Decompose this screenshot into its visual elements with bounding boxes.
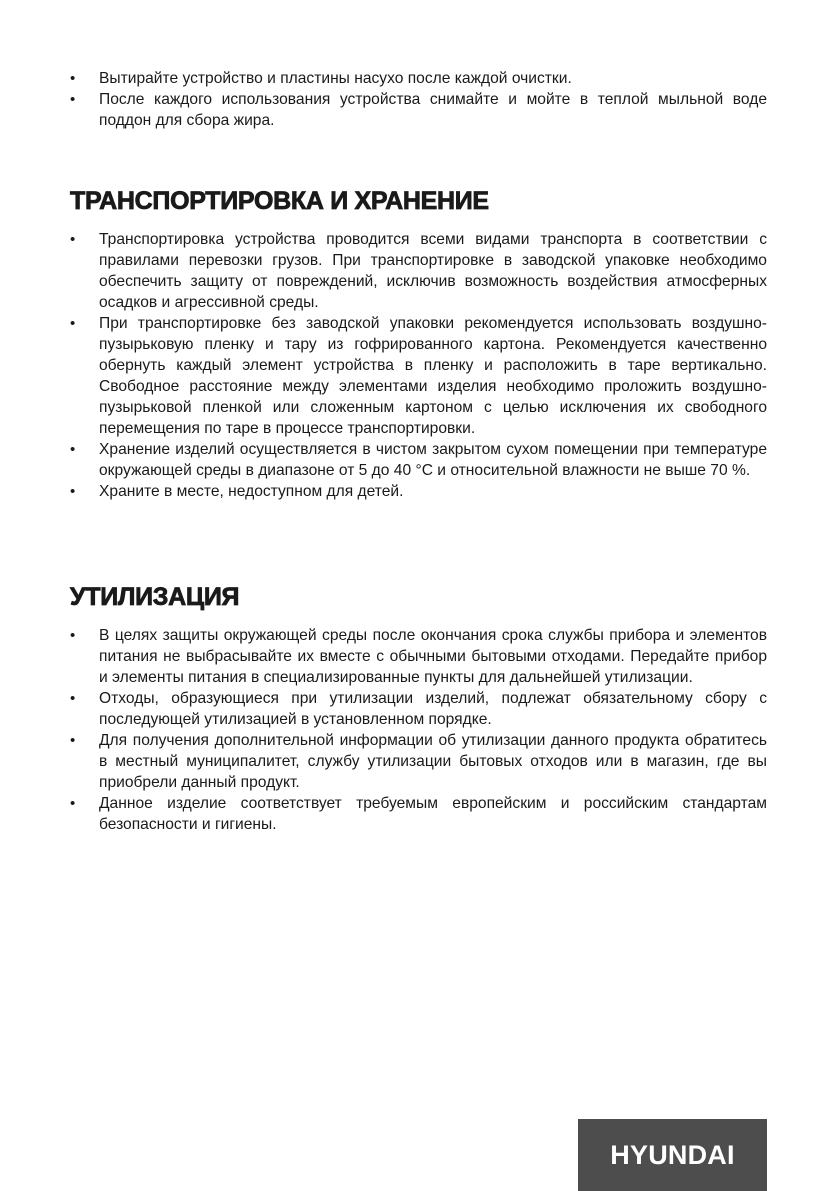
- list-item: • При транспортировке без заводской упаковки рекомендуется использовать воздушно-пузырьковую пленку и тару из гофрированного картона. Рекомендуется качественно обернуть каждый элемент устройства в пленку и расположить в таре вертикально. Свободное расстояние между элементами изделия необходимо проложить воздушно-пузырьковой пленкой или сложенным картоном с целью исключения их свободного перемещения по таре в процессе транспортировки.: [70, 313, 767, 439]
- list-item: • Вытирайте устройство и пластины насухо после каждой очистки.: [70, 68, 767, 89]
- utilization-list: [70, 625, 767, 835]
- list-item: • В целях защиты окружающей среды после окончания срока службы прибора и элементов питания не выбрасывайте их вместе с обычными бытовыми отходами. Передайте прибор и элементы питания в специализированные пункты для дальнейшей утилизации.: [70, 625, 767, 688]
- brand-logo-text: HYUNDAI: [610, 1139, 735, 1170]
- list-item: • Храните в месте, недоступном для детей.: [70, 481, 767, 502]
- list-item: • Для получения дополнительной информации об утилизации данного продукта обратитесь в местный муниципалитет, службу утилизации бытовых отходов или в магазин, где вы приобрели данный продукт.: [70, 730, 767, 793]
- list-item: • Отходы, образующиеся при утилизации изделий, подлежат обязательному сбору с последующей утилизацией в установленном порядке.: [70, 688, 767, 730]
- list-item: • После каждого использования устройства снимайте и мойте в теплой мыльной воде поддон для сбора жира.: [70, 89, 767, 131]
- section-title-transport: ТРАНСПОРТИРОВКА И ХРАНЕНИЕ: [70, 187, 489, 215]
- section-title-utilization: УТИЛИЗАЦИЯ: [70, 583, 240, 611]
- cleaning-list: [70, 68, 767, 131]
- list-item: • Данное изделие соответствует требуемым европейским и российским стандартам безопасности и гигиены.: [70, 793, 767, 835]
- brand-logo-badge: [578, 1119, 767, 1191]
- list-item: • Транспортировка устройства проводится всеми видами транспорта в соответствии с правилами перевозки грузов. При транспортировке в заводской упаковке необходимо обеспечить защиту от повреждений, исключив возможность воздействия атмосферных осадков и агрессивной среды.: [70, 229, 767, 313]
- list-item: • Хранение изделий осуществляется в чистом закрытом сухом помещении при температуре окружающей среды в диапазоне от 5 до 40 °С и относительной влажности не выше 70 %.: [70, 439, 767, 481]
- transport-list: [70, 229, 767, 502]
